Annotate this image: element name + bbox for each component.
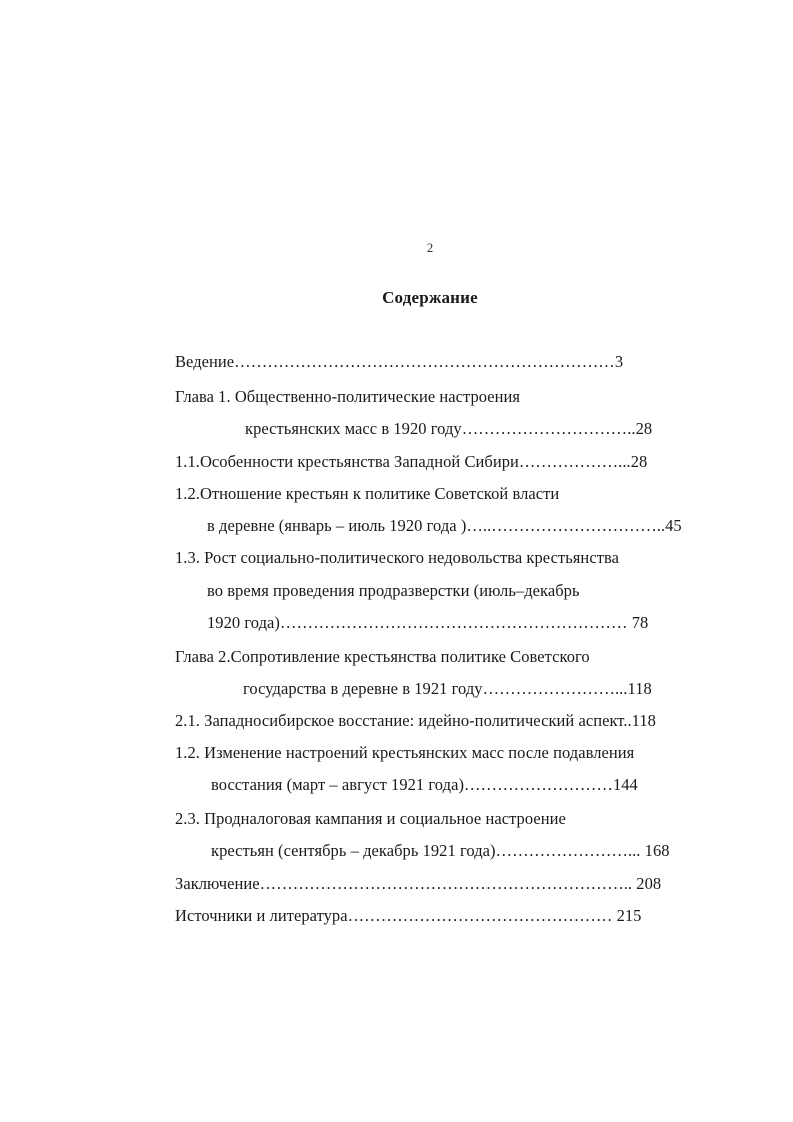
toc-entry-section-2-3-continued: крестьян (сентябрь – декабрь 1921 года)……………………... 168 [211, 841, 670, 860]
toc-entry-section-2-1: 2.1. Западносибирское восстание: идейно-политический аспект..118 [175, 711, 656, 730]
toc-entry-chapter-1-continued: крестьянских масс в 1920 году…………………………..28 [245, 419, 653, 438]
toc-entry-section-1-3-end: 1920 года)……………………………………………………… 78 [207, 613, 649, 632]
toc-entry-chapter-1: Глава 1. Общественно-политические настроения [175, 387, 521, 406]
toc-entry-chapter-2: Глава 2.Сопротивление крестьянства политике Советского [175, 647, 590, 666]
page-number: 2 [426, 240, 434, 255]
toc-entry-section-1-2: 1.2.Отношение крестьян к политике Советской власти [175, 484, 560, 503]
toc-entry-sources: Источники и литература………………………………………… 215 [175, 906, 642, 925]
toc-entry-section-1-1: 1.1.Особенности крестьянства Западной Сибири………………...28 [175, 452, 648, 471]
toc-entry-conclusion: Заключение………………………………………………………….. 208 [175, 874, 662, 893]
toc-entry-introduction: Ведение……………………………………………………………3 [175, 352, 624, 371]
toc-entry-section-1-2-continued: в деревне (январь – июль 1920 года )…..…………………………..45 [207, 516, 682, 535]
toc-entry-chapter-2-continued: государства в деревне в 1921 году……………………...118 [243, 679, 652, 698]
page-title: Содержание [382, 288, 478, 307]
toc-entry-section-2-3: 2.3. Продналоговая кампания и социальное настроение [175, 809, 566, 828]
toc-entry-section-2-2: 1.2. Изменение настроений крестьянских масс после подавления [175, 743, 635, 762]
toc-entry-section-1-3-continued: во время проведения продразверстки (июль–декабрь [207, 581, 580, 600]
toc-entry-section-1-3: 1.3. Рост социально-политического недовольства крестьянства [175, 548, 619, 567]
toc-entry-section-2-2-continued: восстания (март – август 1921 года)………………………144 [211, 775, 638, 794]
